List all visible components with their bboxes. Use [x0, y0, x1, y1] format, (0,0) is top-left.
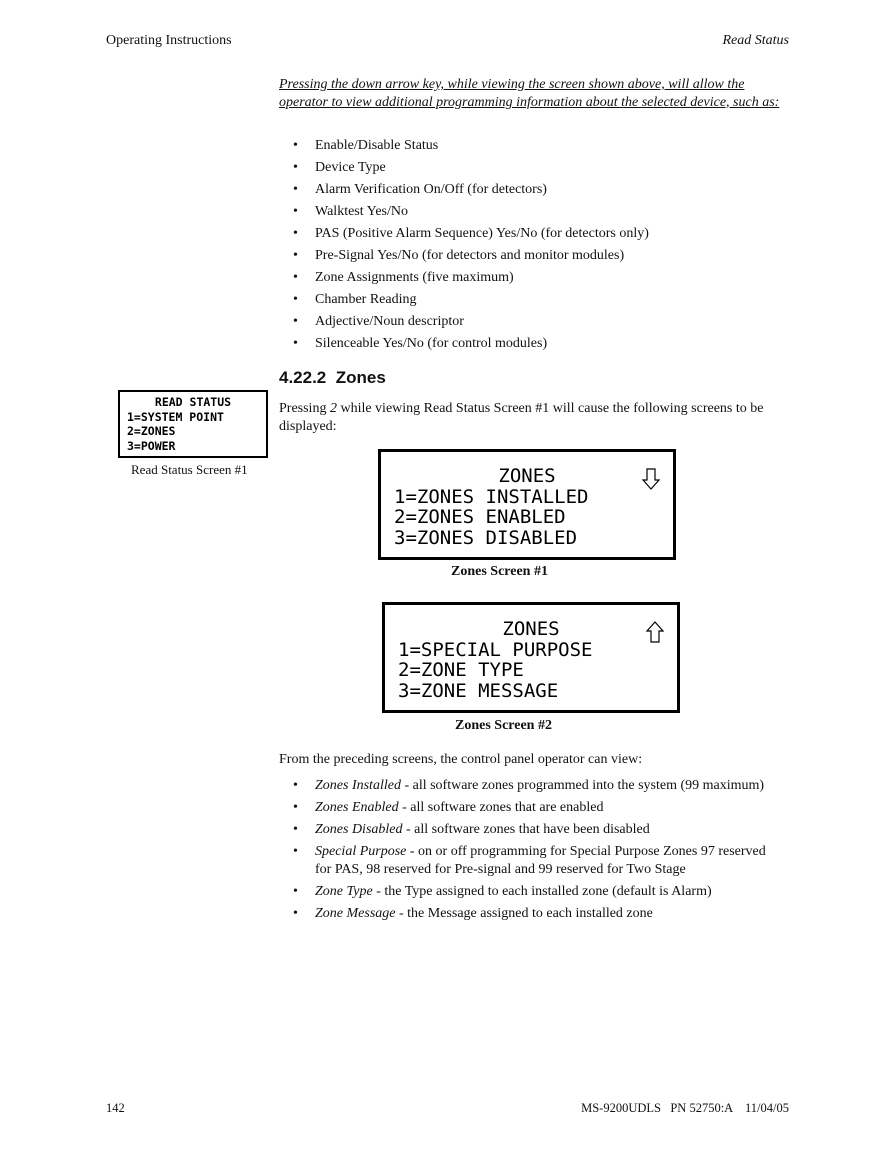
list-item: • Special Purpose - on or off programming for Special Purpose Zones 97 reserved for PAS, 98 reserved for Pre-signal and 99 reserved for Two Stage — [293, 844, 766, 877]
view-paragraph: From the preceding screens, the control panel operator can view: — [279, 752, 643, 767]
read-status-screen — [118, 390, 268, 458]
device-info-list — [279, 137, 794, 357]
lcd-line: 3=POWER — [127, 438, 176, 453]
list-item: • Zone Assignments (five maximum) — [293, 270, 514, 285]
lcd-line: 2=ZONES ENABLED — [394, 506, 566, 528]
section-title: Zones — [335, 368, 386, 387]
list-item: • Zones Installed - all software zones programmed into the system (99 maximum) — [293, 778, 765, 793]
header-right: Read Status — [722, 33, 789, 48]
list-item: • Zones Disabled - all software zones that have been disabled — [293, 822, 650, 837]
list-item: • Walktest Yes/No — [293, 204, 408, 219]
list-item: • Zone Type - the Type assigned to each installed zone (default is Alarm) — [293, 883, 712, 899]
header-left: Operating Instructions — [106, 33, 232, 48]
list-item: • Pre-Signal Yes/No (for detectors and monitor modules) — [293, 248, 625, 263]
list-item: • Adjective/Noun descriptor — [293, 314, 464, 329]
lcd-line: 1=SYSTEM POINT — [127, 409, 224, 424]
zones-screen-1-caption: Zones Screen #1 — [451, 564, 548, 579]
key-number: 2 — [329, 401, 337, 416]
list-item: • Zones Enabled - all software zones that are enabled — [293, 800, 604, 815]
page-number: 142 — [106, 1101, 125, 1115]
lcd-line: 3=ZONES DISABLED — [394, 526, 578, 549]
list-item: • Alarm Verification On/Off (for detectors) — [293, 182, 547, 197]
read-status-caption: Read Status Screen #1 — [131, 462, 248, 477]
lcd-line: 3=ZONE MESSAGE — [398, 679, 559, 702]
lcd-line: READ STATUS — [154, 395, 232, 409]
list-item: • Enable/Disable Status — [293, 138, 439, 153]
list-item: • Chamber Reading — [293, 292, 417, 307]
lcd-line: ZONES — [502, 618, 560, 640]
list-item: • Zone Message - the Message assigned to each installed zone — [293, 905, 653, 921]
down-arrow-icon — [642, 468, 660, 490]
lcd-line: 1=ZONES INSTALLED — [394, 485, 589, 508]
lcd-line: 2=ZONE TYPE — [398, 659, 524, 681]
list-item: • Silenceable Yes/No (for control modules) — [293, 336, 548, 351]
lcd-line: 1=SPECIAL PURPOSE — [398, 638, 593, 661]
document-id: MS-9200UDLS PN 52750:A 11/04/05 — [581, 1101, 789, 1115]
zone-view-list — [279, 777, 794, 927]
intro-paragraph: Pressing the down arrow key, while viewing the screen shown above, will allow the operator to view additional programming information about the selected device, such as: — [279, 77, 780, 110]
zones-screen-1 — [378, 449, 676, 560]
section-heading — [279, 368, 386, 388]
zones-screen-2-caption: Zones Screen #2 — [455, 718, 552, 733]
zones-screen-2 — [382, 602, 680, 713]
section-number: 4.22.2 — [279, 368, 327, 387]
up-arrow-icon — [646, 621, 664, 643]
list-item: • Device Type — [293, 160, 386, 175]
section-paragraph: Pressing 2 while viewing Read Status Screen #1 will cause the following screens to be displayed: — [279, 401, 764, 434]
lcd-line: 2=ZONES — [127, 424, 176, 438]
lcd-line: ZONES — [498, 465, 556, 487]
list-item: • PAS (Positive Alarm Sequence) Yes/No (for detectors only) — [293, 226, 649, 241]
